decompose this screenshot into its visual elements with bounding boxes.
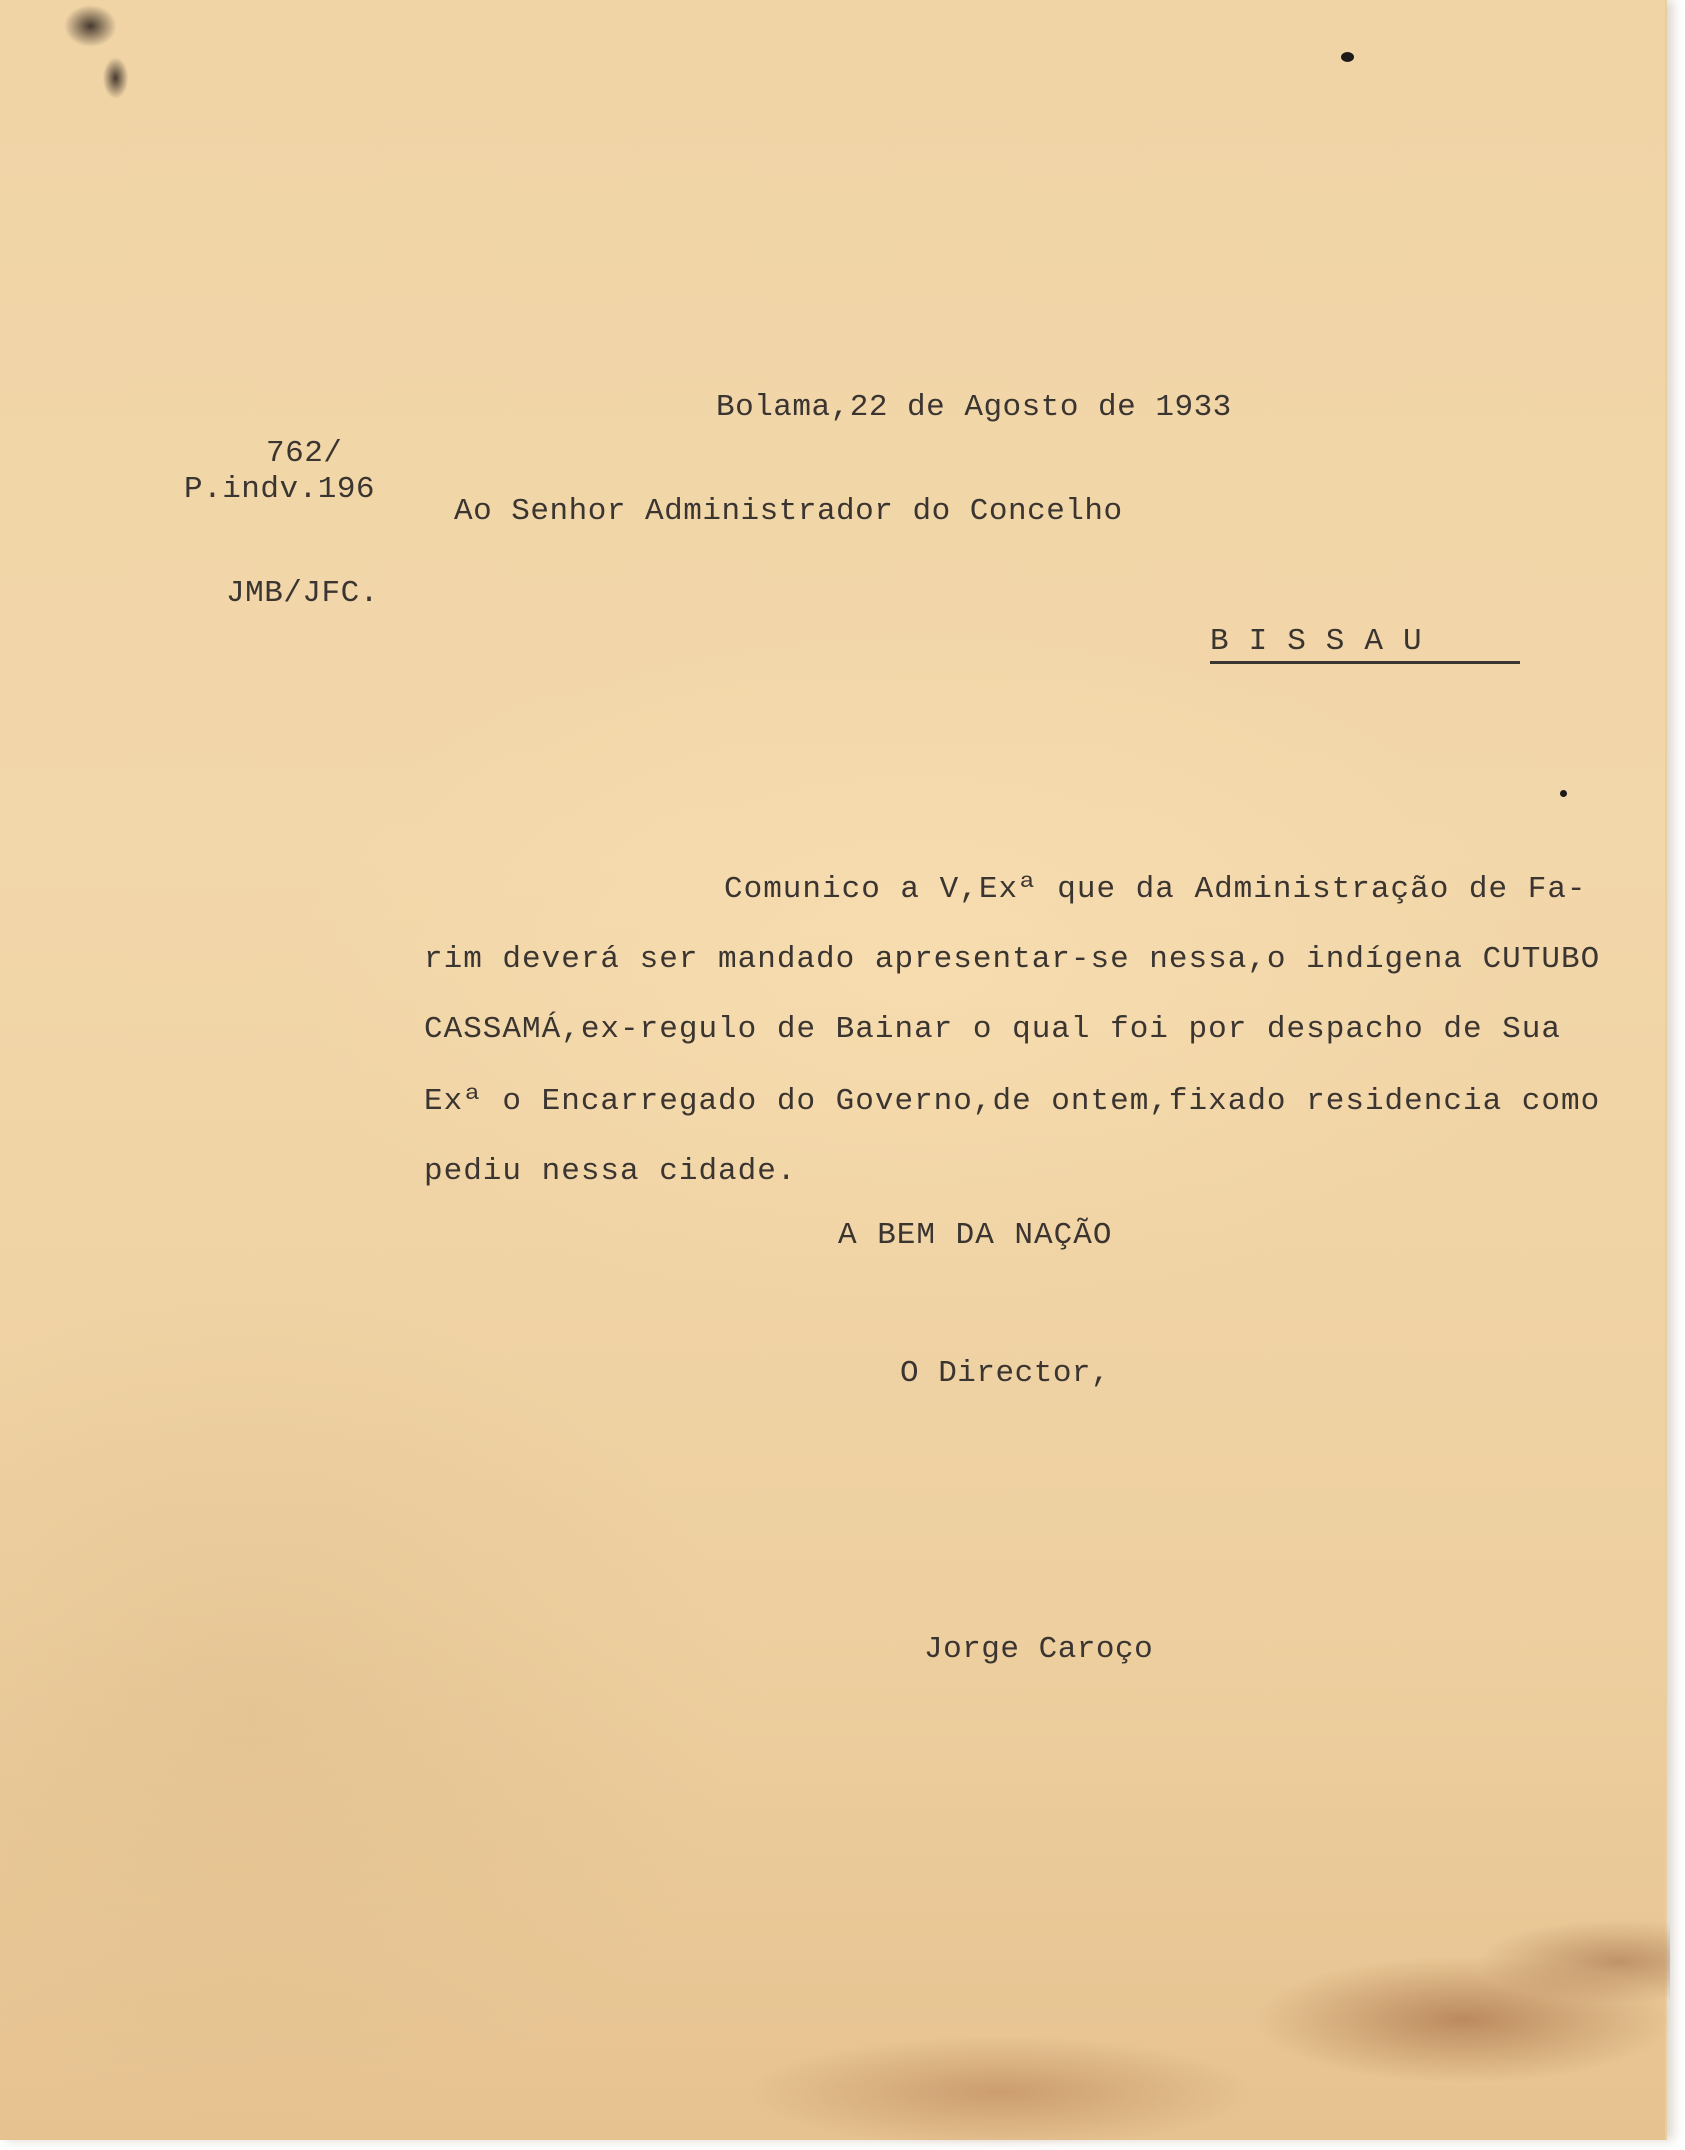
ink-spot xyxy=(1341,52,1354,62)
letter-date: Bolama,22 de Agosto de 1933 xyxy=(716,390,1232,425)
process-reference: P.indv.196 xyxy=(184,472,376,507)
body-line-5: pediu nessa cidade. xyxy=(424,1154,797,1189)
body-line-1: Comunico a V,Exª que da Administração de Fa- xyxy=(724,872,1587,907)
ink-stain xyxy=(40,0,160,130)
author-initials: JMB/JFC. xyxy=(226,576,379,611)
signatory-role: O Director, xyxy=(900,1356,1111,1391)
body-line-2: rim deverá ser mandado apresentar-se nessa,o indígena CUTUBO xyxy=(424,942,1601,977)
signatory-name: Jorge Caroço xyxy=(924,1632,1154,1667)
water-stain xyxy=(640,1860,1670,2150)
city-underline xyxy=(1210,661,1520,664)
ink-spot xyxy=(1560,790,1567,797)
body-line-4: Exª o Encarregado do Governo,de ontem,fixado residencia como xyxy=(424,1084,1601,1119)
body-line-3: CASSAMÁ,ex-regulo de Bainar o qual foi por despacho de Sua xyxy=(424,1012,1561,1047)
addressee-line: Ao Senhor Administrador do Concelho xyxy=(454,494,1123,529)
reference-number: 762/ xyxy=(266,436,343,471)
closing-salutation: A BEM DA NAÇÃO xyxy=(838,1218,1113,1253)
destination-city: BISSAU xyxy=(1210,624,1442,659)
